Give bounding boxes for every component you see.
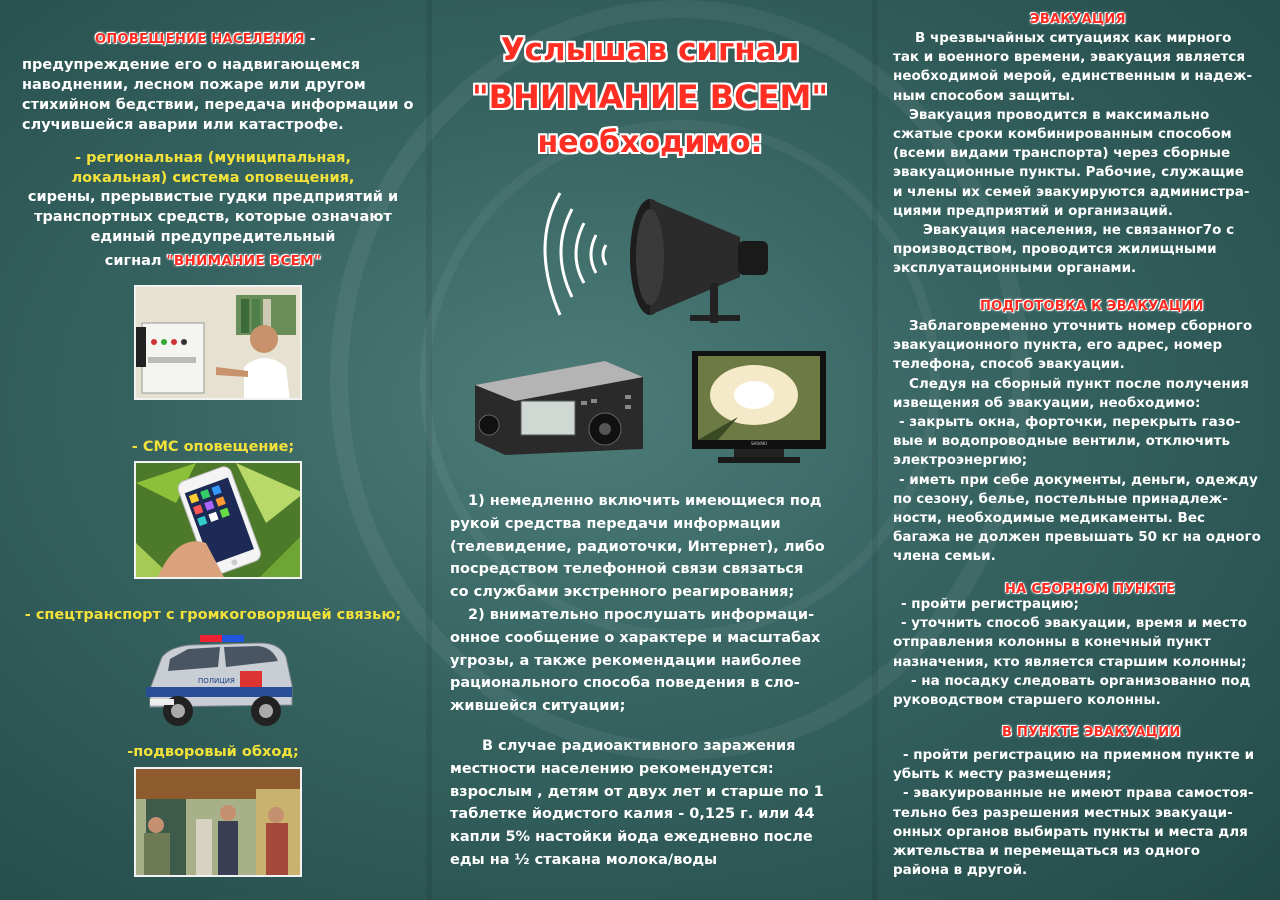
text-line: рукой средства передачи информации xyxy=(450,515,781,532)
sms-label: - СМС оповещение; xyxy=(131,439,295,455)
text-line: циями предприятий и организаций. xyxy=(893,202,1173,219)
text-line: онных органов выбирать пункты и места для xyxy=(893,823,1248,840)
evacuation-point-text xyxy=(893,746,1280,880)
text-line: извещения об эвакуации, необходимо: xyxy=(893,394,1201,411)
text-line: транспортных средств, которые означают xyxy=(34,209,392,225)
actions-text xyxy=(450,490,850,718)
evacuation-header: ЭВАКУАЦИЯ xyxy=(1030,12,1126,27)
car-sign-text: ПОЛИЦИЯ xyxy=(198,677,235,685)
text-line: необходимой мерой, единственным и надеж- xyxy=(893,68,1253,85)
title-line-1: Услышав сигнал xyxy=(500,32,800,68)
text-line: района в другой. xyxy=(893,862,1028,879)
evacuation-point-header: В ПУНКТЕ ЭВАКУАЦИИ xyxy=(1002,725,1181,740)
signal-name: "ВНИМАНИЕ ВСЕМ" xyxy=(166,253,322,269)
text-line: тельно без разрешения местных эвакуаци- xyxy=(893,804,1233,821)
text-line: таблетке йодистого калия - 0,125 г. или 44 xyxy=(450,806,815,823)
text-line: случившейся аварии или катастрофе. xyxy=(22,117,344,133)
text-line: стихийном бедствии, передача информации о xyxy=(22,97,414,113)
text-line: угрозы, а также рекомендации наиболее xyxy=(450,652,802,669)
text-line: по сезону, белье, постельные принадлеж- xyxy=(893,490,1228,507)
text-line: Следуя на сборный пункт после получения xyxy=(909,375,1249,392)
text-line: производством, проводится жилищными xyxy=(893,241,1217,258)
tv-brand: SHIVAKI xyxy=(751,441,767,446)
radiation-text xyxy=(450,735,850,872)
television-image xyxy=(688,347,830,467)
radio-transceiver-image xyxy=(465,355,650,463)
text-line: онное сообщение о характере и масштабах xyxy=(450,629,821,646)
text-line: ным способом защиты. xyxy=(893,87,1076,104)
text-line: посредством телефонной связи связаться xyxy=(450,561,804,578)
text-line: Эвакуация проводится в максимально xyxy=(909,106,1210,123)
text-line: сжатые сроки комбинированным способом xyxy=(893,126,1232,143)
text-line: жительства и перемещаться из одного xyxy=(893,843,1201,860)
sirens-text xyxy=(0,187,426,247)
loudspeaker-image xyxy=(520,185,780,335)
assembly-point-header: НА СБОРНОМ ПУНКТЕ xyxy=(1005,582,1176,597)
text-line: сирены, прерывистые гудки предприятий и xyxy=(27,189,399,205)
text-line: - пройти регистрацию на приемном пункте и xyxy=(903,747,1255,763)
notification-intro xyxy=(22,55,420,135)
text-line: и члены их семей эвакуируются администра- xyxy=(893,183,1250,200)
text-line: наводнении, лесном пожаре или другом xyxy=(22,77,366,93)
police-car-image xyxy=(140,627,300,735)
text-line: местности населению рекомендуется: xyxy=(450,760,774,777)
text-line: В случае радиоактивного заражения xyxy=(482,738,796,754)
text-line: единый предупредительный xyxy=(90,229,336,245)
text-line: электроэнергию; xyxy=(893,452,1028,469)
text-line: - закрыть окна, форточки, перекрыть газо- xyxy=(899,414,1241,431)
title-line-2: "ВНИМАНИЕ ВСЕМ" xyxy=(471,78,829,116)
middle-panel xyxy=(430,0,870,900)
loudspeaker-transport-label: - спецтранспорт с громкоговорящей связью; xyxy=(24,607,402,623)
text-line: багажа не должен превышать 50 кг на одного xyxy=(893,529,1261,546)
text-line: капли 5% настойки йода ежедневно после xyxy=(450,829,813,846)
smartphone-photo xyxy=(134,461,302,579)
text-line: члена семьи. xyxy=(893,548,996,565)
text-line: отправления колонны в конечный пункт xyxy=(893,634,1211,651)
text-line: назначения, кто является старшим колонны; xyxy=(893,653,1247,670)
text-line: - иметь при себе документы, деньги, одежду xyxy=(899,471,1258,488)
preparation-text xyxy=(893,317,1280,567)
text-line: предупреждение его о надвигающемся xyxy=(22,57,361,73)
text-line: - эвакуированные не имеют права самостоя- xyxy=(903,785,1254,802)
text-line: - уточнить способ эвакуации, время и место xyxy=(901,615,1248,632)
text-line: еды на ½ стакана молока/воды xyxy=(450,851,718,868)
preparation-header: ПОДГОТОВКА К ЭВАКУАЦИИ xyxy=(980,299,1204,314)
text-line: - на посадку следовать организованно под xyxy=(911,672,1251,689)
text-line: 1) немедленно включить имеющиеся под xyxy=(468,493,822,509)
door-to-door-label: -подворовый обход; xyxy=(127,744,299,760)
text-line: эвакуационные пункты. Рабочие, служащие xyxy=(893,164,1244,181)
regional-system-text xyxy=(0,148,426,188)
text-line: руководством старшего колонны. xyxy=(893,692,1161,709)
text-line: убыть к месту размещения; xyxy=(893,766,1112,783)
left-panel xyxy=(0,0,426,900)
door-to-door-photo xyxy=(134,767,302,877)
notification-header-label: ОПОВЕЩЕНИЕ НАСЕЛЕНИЯ xyxy=(95,32,305,47)
fold-line-right xyxy=(872,0,878,900)
text-line: (телевидение, радиоточки, Интернет), либо xyxy=(450,538,825,555)
notification-header xyxy=(95,31,316,47)
text-line: эксплуатационными органами. xyxy=(893,260,1137,277)
text-line: - региональная (муниципальная, xyxy=(75,150,351,166)
text-line: В чрезвычайных ситуациях как мирного xyxy=(915,30,1232,46)
text-line: Эвакуация населения, не связанног7о с xyxy=(923,222,1235,239)
text-line: рационального способа поведения в сло- xyxy=(450,675,800,692)
text-line: так и военного времени, эвакуация является xyxy=(893,49,1246,66)
text-line: Заблаговременно уточнить номер сборного xyxy=(909,318,1253,334)
text-line: ности, необходимые медикаменты. Вес xyxy=(893,510,1205,527)
text-line: взрослым , детям от двух лет и старше по 1 xyxy=(450,783,824,800)
title-line-3: необходимо: xyxy=(537,125,763,160)
text-line: локальная) система оповещения, xyxy=(71,170,355,186)
signal-prefix: сигнал xyxy=(104,253,167,269)
text-line: телефона, способ эвакуации. xyxy=(893,356,1125,373)
text-line: вые и водопроводные вентили, отключить xyxy=(893,433,1230,450)
assembly-point-text xyxy=(893,595,1280,710)
text-line: со службами экстренного реагирования; xyxy=(450,584,795,601)
evacuation-text xyxy=(893,29,1280,279)
text-line: жившейся ситуации; xyxy=(450,698,626,715)
text-line: эвакуационного пункта, его адрес, номер xyxy=(893,337,1223,354)
text-line: - пройти регистрацию; xyxy=(901,596,1079,612)
text-line: 2) внимательно прослушать информаци- xyxy=(468,606,815,623)
control-panel-photo xyxy=(134,285,302,400)
signal-line xyxy=(0,250,426,271)
notification-header-dash: - xyxy=(304,31,316,47)
text-line: (всеми видами транспорта) через сборные xyxy=(893,145,1231,162)
right-panel xyxy=(880,0,1280,900)
